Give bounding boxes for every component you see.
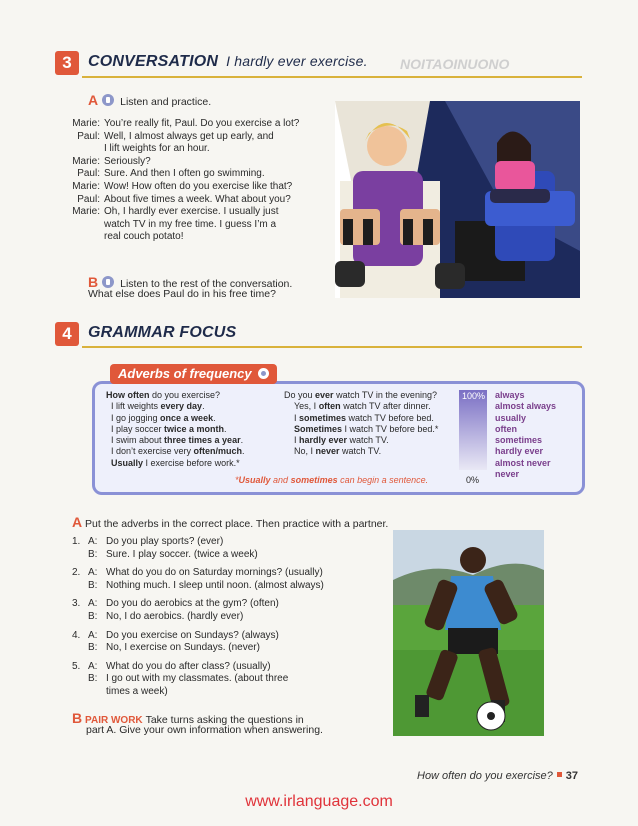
dialog-text: real couch potato! bbox=[104, 231, 184, 243]
section-3-number: 3 bbox=[55, 51, 79, 75]
part-a-letter: A bbox=[72, 514, 83, 530]
exercise-answer: Nothing much. I sleep until noon. (almost always) bbox=[106, 579, 324, 591]
exercise-list bbox=[72, 536, 390, 705]
section-3-title bbox=[88, 53, 368, 71]
part-b-question: What else does Paul do in his free time? bbox=[88, 288, 276, 300]
exercise-answer: I go out with my classmates. (about three bbox=[106, 673, 289, 685]
dialog-text: Wow! How often do you exercise like that? bbox=[104, 180, 293, 192]
exercise-line-b bbox=[84, 686, 288, 699]
frequency-word: usually bbox=[495, 412, 527, 423]
exercise-item bbox=[72, 598, 390, 623]
grammar-note: *Usually and sometimes can begin a sentence. bbox=[235, 475, 429, 485]
exercise-question: What do you do on Saturday mornings? (usually) bbox=[106, 567, 323, 579]
exercise-body bbox=[84, 536, 258, 561]
part-b-instruction: Listen to the rest of the conversation. bbox=[120, 278, 293, 290]
dialog-line bbox=[60, 156, 360, 169]
grammar-example: How often do you exercise? bbox=[106, 390, 221, 400]
exercise-line-a: A: What do you do after class? (usually) bbox=[88, 660, 271, 672]
part-b-line-2: part A. Give your own information when answering. bbox=[86, 724, 323, 736]
exercise-body bbox=[84, 661, 288, 699]
conversation-illustration bbox=[335, 101, 580, 298]
dialog-speaker bbox=[60, 219, 104, 232]
part-a-instruction: Listen and practice. bbox=[120, 96, 212, 108]
section-4-part-a bbox=[72, 514, 388, 530]
dialog-text: About five times a week. What about you? bbox=[104, 193, 291, 205]
audio-icon[interactable] bbox=[102, 94, 114, 106]
exercise-number: 1. bbox=[72, 536, 81, 547]
dialog-speaker: Marie: bbox=[72, 155, 100, 167]
dialog-line bbox=[60, 219, 360, 232]
dialog-speaker: Paul: bbox=[77, 193, 100, 205]
exercise-number: 4. bbox=[72, 629, 81, 641]
bleed-through-text: NOITAOINUONO bbox=[400, 56, 510, 72]
conversation-dialog bbox=[60, 118, 360, 244]
section-4-number: 4 bbox=[55, 322, 79, 346]
grammar-example: Do you ever watch TV in the evening? bbox=[284, 390, 437, 400]
exercise-body bbox=[84, 567, 324, 592]
exercise-line-b: B: No, I do aerobics. (hardly ever) bbox=[88, 610, 244, 622]
exercise-line-b: B: I go out with my classmates. (about three bbox=[88, 673, 289, 685]
exercise-line-b: B: Nothing much. I sleep until noon. (almost always) bbox=[88, 579, 324, 591]
frequency-word: never bbox=[495, 469, 520, 480]
dialog-line bbox=[60, 118, 360, 131]
exercise-item bbox=[72, 567, 390, 592]
grammar-left-column bbox=[106, 390, 245, 469]
grammar-example: I lift weights every day. bbox=[106, 401, 205, 412]
exercise-number: 3. bbox=[72, 598, 81, 610]
soccer-player-photo bbox=[393, 530, 544, 736]
exercise-line-b: B: No, I exercise on Sundays. (never) bbox=[88, 642, 260, 654]
grammar-example: I hardly ever watch TV. bbox=[284, 435, 389, 446]
exercise-line-a: A: Do you exercise on Sundays? (always) bbox=[88, 629, 279, 641]
frequency-word: hardly ever bbox=[495, 446, 544, 457]
audio-icon[interactable] bbox=[102, 276, 114, 288]
exercise-line-b: B: Sure. I play soccer. (twice a week) bbox=[88, 548, 258, 560]
exercise-question: What do you do after class? (usually) bbox=[106, 660, 271, 672]
exercise-line-a: A: What do you do on Saturday mornings? (usually) bbox=[88, 567, 323, 579]
grammar-example: Sometimes I watch TV before bed.* bbox=[294, 423, 439, 434]
exercise-item bbox=[72, 630, 390, 655]
pair-work-label: PAIR WORK bbox=[85, 715, 143, 726]
part-a-letter: A bbox=[88, 92, 99, 108]
dialog-text: Well, I almost always get up early, and bbox=[104, 130, 274, 142]
scale-bottom-label: 0% bbox=[466, 475, 480, 485]
exercise-question: Do you exercise on Sundays? (always) bbox=[106, 629, 279, 641]
frequency-word: almost always bbox=[495, 401, 557, 412]
grammar-example: I go jogging once a week. bbox=[106, 412, 216, 423]
dialog-line bbox=[60, 168, 360, 181]
part-b-line-1: Take turns asking the questions in bbox=[145, 714, 304, 726]
dialog-text: watch TV in my free time. I guess I’m a bbox=[104, 218, 277, 230]
dialog-line bbox=[60, 131, 360, 144]
section-3-part-a bbox=[88, 92, 211, 108]
frequency-word: almost never bbox=[495, 457, 551, 468]
section-3-title-text: CONVERSATION bbox=[88, 53, 219, 70]
dialog-text: I lift weights for an hour. bbox=[104, 143, 210, 155]
exercise-question: Do you play sports? (ever) bbox=[106, 536, 224, 547]
audio-icon[interactable] bbox=[258, 368, 269, 379]
dialog-speaker: Marie: bbox=[72, 180, 100, 192]
dialog-speaker bbox=[60, 231, 104, 244]
exercise-body bbox=[84, 630, 279, 655]
dialog-line bbox=[60, 143, 360, 156]
page-footer bbox=[417, 770, 578, 782]
dialog-speaker: Marie: bbox=[72, 206, 100, 218]
exercise-number: 5. bbox=[72, 660, 81, 672]
grammar-example: I sometimes watch TV before bed. bbox=[284, 412, 434, 423]
grammar-middle-column bbox=[284, 390, 438, 458]
page-number: 37 bbox=[565, 770, 578, 782]
dialog-speaker: Marie: bbox=[72, 118, 100, 129]
exercise-body bbox=[84, 598, 279, 623]
exercise-line-a: A: Do you do aerobics at the gym? (often) bbox=[88, 598, 279, 610]
frequency-scale-bar bbox=[459, 390, 487, 470]
section-4-title: GRAMMAR FOCUS bbox=[88, 324, 237, 341]
frequency-word: often bbox=[495, 423, 517, 434]
dialog-line bbox=[60, 194, 360, 207]
exercise-answer: No, I do aerobics. (hardly ever) bbox=[106, 610, 244, 622]
exercise-line-a: A: Do you play sports? (ever) bbox=[88, 536, 224, 547]
part-a-instruction: Put the adverbs in the correct place. Then practice with a partner. bbox=[85, 518, 389, 530]
watermark-link[interactable]: www.irlanguage.com bbox=[245, 793, 393, 810]
part-b-letter: B bbox=[72, 710, 83, 726]
dialog-speaker: Paul: bbox=[77, 168, 100, 180]
grammar-box-title bbox=[110, 364, 277, 384]
exercise-answer: times a week) bbox=[106, 685, 168, 697]
dialog-text: You’re really fit, Paul. Do you exercise a lot? bbox=[104, 118, 300, 129]
section-4-rule bbox=[82, 346, 582, 348]
dialog-text: Oh, I hardly ever exercise. I usually just bbox=[104, 206, 279, 218]
dialog-text: Sure. And then I often go swimming. bbox=[104, 168, 265, 180]
dialog-line bbox=[60, 181, 360, 194]
grammar-example: Usually I exercise before work.* bbox=[111, 457, 240, 468]
part-b-letter: B bbox=[88, 274, 99, 290]
grammar-example: Yes, I often watch TV after dinner. bbox=[284, 401, 431, 412]
scale-top-label: 100% bbox=[462, 391, 486, 401]
frequency-words bbox=[495, 390, 556, 480]
exercise-answer: No, I exercise on Sundays. (never) bbox=[106, 642, 260, 654]
bullet-square-icon bbox=[557, 772, 562, 777]
grammar-example: I play soccer twice a month. bbox=[106, 423, 227, 434]
section-3-subtitle: I hardly ever exercise. bbox=[226, 53, 368, 69]
exercise-answer: Sure. I play soccer. (twice a week) bbox=[106, 548, 258, 560]
exercise-question: Do you do aerobics at the gym? (often) bbox=[106, 598, 279, 610]
section-3-rule bbox=[82, 76, 582, 78]
footer-question: How often do you exercise? bbox=[417, 770, 553, 782]
dialog-text: Seriously? bbox=[104, 155, 151, 167]
exercise-item bbox=[72, 536, 390, 561]
grammar-example: I swim about three times a year. bbox=[106, 435, 244, 446]
dialog-speaker: Paul: bbox=[77, 130, 100, 142]
frequency-word: sometimes bbox=[495, 435, 543, 446]
frequency-word: always bbox=[495, 390, 525, 400]
grammar-box-title-text: Adverbs of frequency bbox=[118, 366, 252, 381]
dialog-speaker bbox=[60, 143, 104, 156]
exercise-item bbox=[72, 661, 390, 699]
dialog-line bbox=[60, 206, 360, 219]
exercise-number: 2. bbox=[72, 567, 81, 579]
dialog-line bbox=[60, 231, 360, 244]
grammar-example: No, I never watch TV. bbox=[284, 446, 382, 457]
grammar-example: I don’t exercise very often/much. bbox=[106, 446, 245, 457]
